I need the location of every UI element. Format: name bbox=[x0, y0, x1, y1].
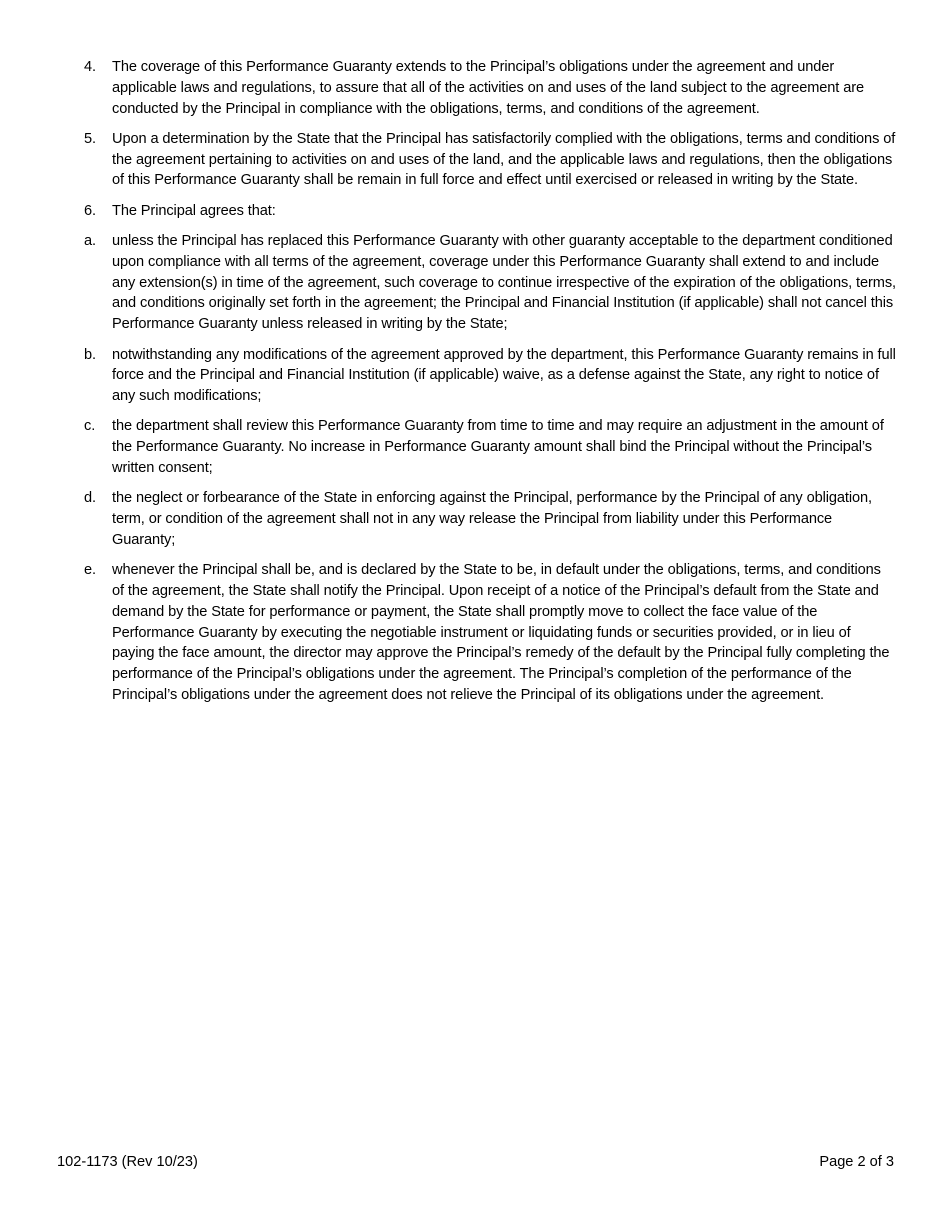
sub-paragraph-a bbox=[84, 231, 896, 335]
document-body bbox=[84, 57, 896, 715]
paragraph-number: 6. bbox=[84, 202, 96, 219]
page-number: Page 2 of 3 bbox=[819, 1154, 894, 1170]
sub-paragraph-text: the neglect or forbearance of the State in enforcing against the Principal, performance by the Principal of any obligation, term, or condition of the agreement shall not in any way release the Principal from liability under this Performance Guaranty; bbox=[112, 490, 873, 548]
sub-paragraph-letter: a. bbox=[84, 233, 96, 250]
sub-paragraph-b bbox=[84, 345, 896, 407]
sub-paragraph-text: the department shall review this Performance Guaranty from time to time and may require an adjustment in the amount of the Performance Guaranty. No increase in Performance Guaranty amount shall bind the Principal without the Principal’s written consent; bbox=[112, 418, 884, 477]
sub-paragraph-e bbox=[84, 560, 896, 706]
sub-paragraph-text: unless the Principal has replaced this Performance Guaranty with other guaranty acceptable to the department conditioned upon compliance with all terms of the agreement, coverage under this Performance Guaranty shall extend to and include any extension(s) in time of the agreement, such coverage to continue irrespective of the expiration of the obligations, terms, and conditions originally set forth in the agreement; the Principal and Financial Institution (if applicable) shall not cancel this Performance Guaranty unless released in writing by the State; bbox=[112, 233, 897, 333]
sub-paragraph-letter: b. bbox=[84, 346, 96, 363]
sub-paragraph-c bbox=[84, 416, 896, 478]
paragraph-text: The Principal agrees that: bbox=[112, 202, 276, 219]
sub-paragraph-letter: e. bbox=[84, 562, 96, 579]
sub-paragraph-letter: c. bbox=[84, 418, 96, 435]
paragraph-number: 4. bbox=[84, 59, 96, 75]
numbered-paragraph-6 bbox=[84, 201, 896, 222]
sub-paragraph-text: whenever the Principal shall be, and is declared by the State to be, in default under the obligations, terms, and conditions of the agreement, the State shall notify the Principal. Upon receipt of a notice of the Principal’s default from the State and demand by the State for performance or payment, the State shall promptly move to collect the face value of the Performance Guaranty by executing the negotiable instrument or liquidating funds or securities provided, or in lieu of paying the face amount, the director may approve the Principal’s remedy of the default by the Principal fully completing the performance of the Principal’s obligations under the agreement. The Principal’s completion of the performance of the Principal’s obligations under the agreement does not relieve the Principal of its obligations under the agreement. bbox=[112, 562, 890, 704]
sub-paragraph-d bbox=[84, 488, 896, 550]
paragraph-text: Upon a determination by the State that the Principal has satisfactorily complied with the obligations, terms and conditions of the agreement pertaining to activities on and uses of the land, and the applicable laws and regulations, then the obligations of this Performance Guaranty shall be remain in full force and effect until exercised or released in writing by the State. bbox=[112, 130, 896, 189]
numbered-paragraph-5 bbox=[84, 129, 896, 191]
form-number: 102-1173 (Rev 10/23) bbox=[57, 1154, 198, 1170]
paragraph-number: 5. bbox=[84, 130, 96, 147]
paragraph-text: The coverage of this Performance Guaranty extends to the Principal’s obligations under the agreement and under applicable laws and regulations, to assure that all of the activities on and uses of the land subject to the agreement are conducted by the Principal in compliance with the obligations, terms, and conditions of the agreement. bbox=[112, 59, 865, 117]
numbered-paragraph-4 bbox=[84, 57, 896, 119]
sub-paragraph-text: notwithstanding any modifications of the agreement approved by the department, this Performance Guaranty remains in full force and the Principal and Financial Institution (if applicable) waive, as a defense against the State, any right to notice of any such modifications; bbox=[112, 346, 896, 405]
sub-paragraph-letter: d. bbox=[84, 490, 96, 507]
agreement-sublist bbox=[84, 231, 896, 706]
